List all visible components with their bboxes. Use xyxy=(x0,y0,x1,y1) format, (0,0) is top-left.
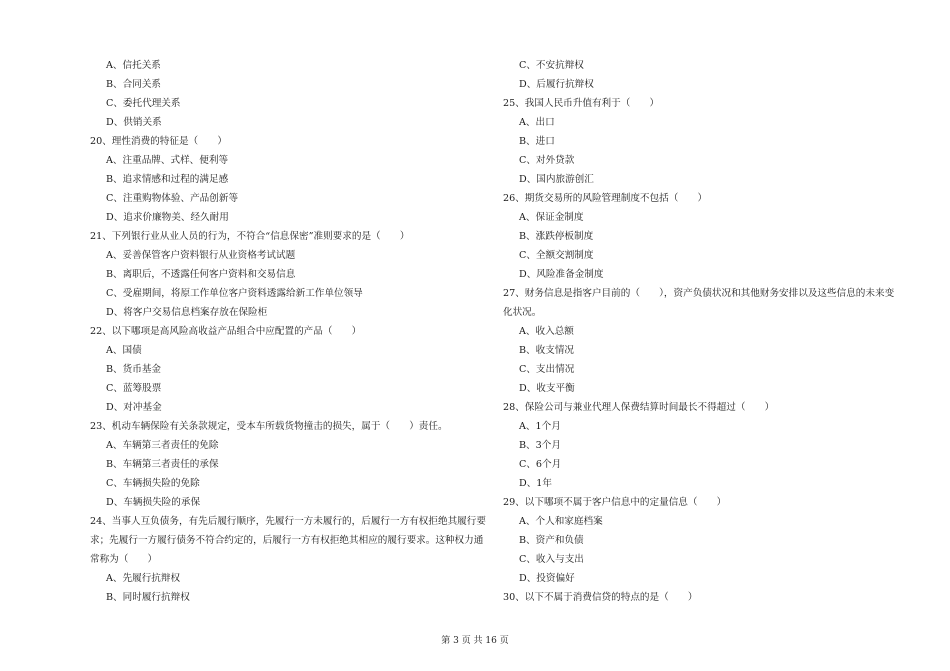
page-footer: 第 3 页 共 16 页 xyxy=(441,636,509,646)
answer-option: B、追求情感和过程的满足感 xyxy=(106,174,229,185)
answer-option: B、车辆第三者责任的承保 xyxy=(106,459,219,470)
answer-option: A、注重品牌、式样、便利等 xyxy=(106,155,229,166)
answer-option: B、货币基金 xyxy=(106,364,162,375)
answer-option: C、支出情况 xyxy=(519,364,575,375)
answer-option: A、个人和家庭档案 xyxy=(519,516,603,527)
question-text: 27、财务信息是指客户目前的（ ），资产负债状况和其他财务安排以及这些信息的未来变 xyxy=(503,288,895,299)
answer-option: C、收入与支出 xyxy=(519,554,584,565)
question-text: 24、当事人互负债务，有先后履行顺序，先履行一方未履行的，后履行一方有权拒绝其履行要 xyxy=(90,516,486,527)
question-text: 21、下列银行业从业人员的行为，不符合“信息保密”准则要求的是（ ） xyxy=(90,231,410,242)
answer-option: D、车辆损失险的承保 xyxy=(106,497,201,508)
question-text: 30、以下不属于消费信贷的特点的是（ ） xyxy=(503,592,698,603)
answer-option: D、将客户交易信息档案存放在保险柜 xyxy=(106,307,268,318)
answer-option: C、蓝筹股票 xyxy=(106,383,162,394)
question-text: 求；先履行一方履行债务不符合约定的，后履行一方有权拒绝其相应的履行要求。这种权力通 xyxy=(90,535,484,546)
answer-option: A、出口 xyxy=(519,117,555,128)
answer-option: B、合同关系 xyxy=(106,79,162,90)
answer-option: C、车辆损失险的免除 xyxy=(106,478,200,489)
answer-option: B、同时履行抗辩权 xyxy=(106,592,190,603)
answer-option: D、国内旅游创汇 xyxy=(519,174,594,185)
answer-option: A、国债 xyxy=(106,345,142,356)
question-text: 26、期货交易所的风险管理制度不包括（ ） xyxy=(503,193,708,204)
answer-option: A、1个月 xyxy=(519,421,561,432)
question-text: 25、我国人民币升值有利于（ ） xyxy=(503,98,660,109)
answer-option: D、对冲基金 xyxy=(106,402,162,413)
question-text: 化状况。 xyxy=(503,307,542,318)
left-column xyxy=(90,56,490,607)
answer-option: C、注重购物体验、产品创新等 xyxy=(106,193,239,204)
question-text: 常称为（ ） xyxy=(90,554,158,565)
answer-option: B、资产和负债 xyxy=(519,535,584,546)
answer-option: D、供销关系 xyxy=(106,117,162,128)
answer-option: B、进口 xyxy=(519,136,555,147)
answer-option: C、不安抗辩权 xyxy=(519,60,584,71)
answer-option: D、追求价廉物美、经久耐用 xyxy=(106,212,229,223)
answer-option: A、保证金制度 xyxy=(519,212,584,223)
answer-option: C、委托代理关系 xyxy=(106,98,181,109)
answer-option: C、受雇期间，将原工作单位客户资料透露给新工作单位领导 xyxy=(106,288,363,299)
answer-option: A、妥善保管客户资料银行从业资格考试试题 xyxy=(106,250,296,261)
question-text: 20、理性消费的特征是（ ） xyxy=(90,136,227,147)
answer-option: B、3个月 xyxy=(519,440,561,451)
answer-option: B、收支情况 xyxy=(519,345,575,356)
answer-option: A、收入总额 xyxy=(519,326,574,337)
answer-option: A、先履行抗辩权 xyxy=(106,573,181,584)
answer-option: A、信托关系 xyxy=(106,60,161,71)
question-text: 28、保险公司与兼业代理人保费结算时间最长不得超过（ ） xyxy=(503,402,775,413)
answer-option: B、离职后，不透露任何客户资料和交易信息 xyxy=(106,269,296,280)
question-text: 29、以下哪项不属于客户信息中的定量信息（ ） xyxy=(503,497,727,508)
right-column xyxy=(503,56,903,607)
answer-option: D、1年 xyxy=(519,478,552,489)
answer-option: C、6个月 xyxy=(519,459,562,470)
answer-option: D、投资偏好 xyxy=(519,573,575,584)
answer-option: C、对外贷款 xyxy=(519,155,575,166)
question-text: 22、以下哪项是高风险高收益产品组合中应配置的产品（ ） xyxy=(90,326,362,337)
answer-option: B、涨跌停板制度 xyxy=(519,231,594,242)
answer-option: C、全额交割制度 xyxy=(519,250,594,261)
answer-option: D、后履行抗辩权 xyxy=(519,79,594,90)
answer-option: A、车辆第三者责任的免除 xyxy=(106,440,219,451)
answer-option: D、风险准备金制度 xyxy=(519,269,604,280)
question-text: 23、机动车辆保险有关条款规定，受本车所载货物撞击的损失，属于（ ）责任。 xyxy=(90,421,448,432)
answer-option: D、收支平衡 xyxy=(519,383,575,394)
